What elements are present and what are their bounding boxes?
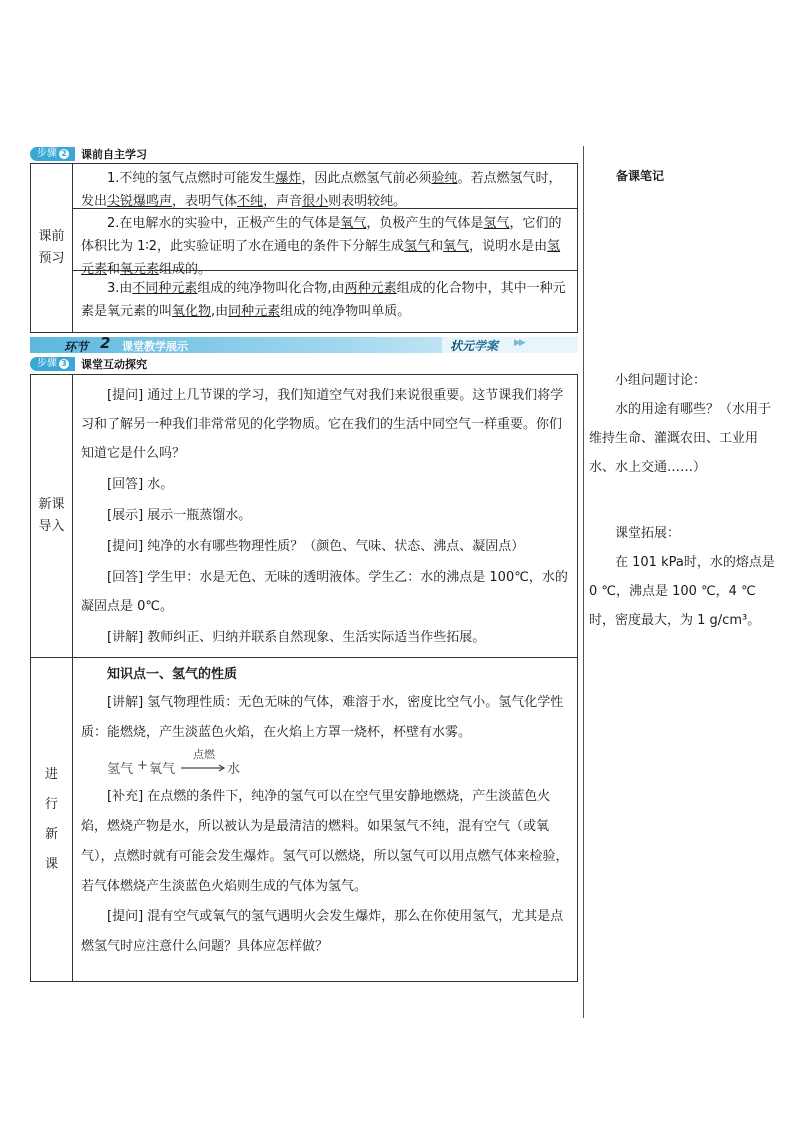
intro-label: 新课导入 [31, 375, 73, 658]
class-extension-text: 在 101 kPa时，水的熔点是 0 ℃，沸点是 100 ℃，4 ℃时，密度最大，为 1 g/cm³。 [589, 555, 775, 628]
step3-badge [30, 357, 75, 371]
preview-text-3: 3.由不同种元素组成的纯净物叫化合物,由两种元素组成的化合物中，其中一种元素是氧元素的叫氧化物,由同种元素组成的纯净物叫单质。 [81, 281, 566, 319]
preview-row-3 [73, 271, 577, 332]
group-discussion-title: 小组问题讨论： [615, 373, 707, 388]
intro-line: [提问] 纯净的水有哪些物理性质？（颜色、气味、状态、沸点、凝固点） [107, 539, 525, 554]
preview-label: 课前预习 [31, 164, 73, 332]
plus-sign: + [137, 758, 148, 773]
lesson-table [30, 374, 578, 982]
section-banner [30, 334, 578, 354]
step-number: 2 [59, 149, 69, 159]
banner-title: 课堂教学展示 [122, 340, 188, 353]
notes-heading: 备课笔记 [616, 169, 665, 183]
group-discussion-text: 水的用途有哪些？（水用于维持生命、灌溉农田、工业用水、水上交通……） [589, 402, 772, 475]
step-badge-label: 步骤 [37, 358, 57, 369]
reaction-condition: 点燃 [193, 748, 215, 761]
reaction-arrow-icon [181, 764, 227, 772]
preview-text-2: 2.在电解水的实验中，正极产生的气体是氧气，负极产生的气体是氢气，它们的体积比为 1∶2，此实验证明了水在通电的条件下分解生成氢气和氧气，说明水是由氢元素和氧元素组成的。 [81, 216, 562, 277]
reaction-equation [107, 748, 569, 778]
intro-content [73, 375, 577, 658]
step3-bar [30, 357, 147, 371]
newlesson-label: 进 行 新 课 [31, 658, 73, 981]
reactant-hydrogen: 氢气 [107, 762, 134, 777]
supplement-text: [补充] 在点燃的条件下，纯净的氢气可以在空气里安静地燃烧，产生淡蓝色火焰，燃烧产物是水，所以被认为是最清洁的燃料。如果氢气不纯，混有空气（或氧气），点燃时就有可能会发生爆炸。氢气可以燃烧，所以氢气可以用点燃气体来检验，若气体燃烧产生淡蓝色火焰则生成的气体为氢气。 [81, 789, 569, 894]
knowledge-heading: 知识点一、氢气的性质 [107, 667, 238, 682]
page-divider [583, 146, 584, 1018]
preview-row-1 [73, 164, 577, 209]
step2-bar [30, 147, 147, 161]
intro-line: [讲解] 教师纠正、归纳并联系自然现象、生活实际适当作些拓展。 [107, 630, 486, 645]
preview-row-2 [73, 209, 577, 277]
group-discussion [589, 366, 779, 482]
preview-table [30, 163, 578, 333]
class-extension [589, 519, 779, 635]
brand-logo: 状元学案 [450, 339, 499, 353]
intro-line: [回答] 水。 [107, 477, 174, 492]
intro-line: [提问] 通过上几节课的学习，我们知道空气对我们来说很重要。这节课我们将学习和了解另一种我们非常常见的化学物质。它在我们的生活中同空气一样重要。你们知道它是什么吗？ [81, 388, 564, 461]
step-number: 3 [59, 359, 69, 369]
step3-title: 课堂互动探究 [81, 358, 147, 371]
arrow-icon: ▶▶ [514, 338, 524, 348]
intro-line: [展示] 展示一瓶蒸馏水。 [107, 508, 252, 523]
step2-badge [30, 147, 75, 161]
newlesson-content [73, 658, 577, 981]
intro-line: [回答] 学生甲：水是无色、无味的透明液体。学生乙：水的沸点是 100℃，水的凝固点是 0℃。 [81, 570, 568, 614]
banner-label: 环节 [64, 340, 89, 354]
product-water: 水 [227, 762, 241, 777]
reactant-oxygen: 氧气 [149, 762, 176, 777]
question-text: [提问] 混有空气或氧气的氢气遇明火会发生爆炸，那么在你使用氢气，尤其是点燃氢气时应注意什么问题？具体应怎样做？ [81, 909, 564, 954]
preview-text-1: 1.不纯的氢气点燃时可能发生爆炸，因此点燃氢气前必须验纯。若点燃氢气时，发出尖锐爆鸣声，表明气体不纯，声音很小则表明较纯。 [81, 171, 562, 209]
lecture-text: [讲解] 氢气物理性质：无色无味的气体，难溶于水，密度比空气小。氢气化学性质：能燃烧，产生淡蓝色火焰，在火焰上方罩一烧杯，杯壁有水雾。 [81, 695, 564, 740]
step-badge-label: 步骤 [37, 148, 57, 159]
banner-number: 2 [100, 334, 111, 352]
class-extension-title: 课堂拓展： [615, 526, 681, 541]
step2-title: 课前自主学习 [81, 148, 147, 161]
